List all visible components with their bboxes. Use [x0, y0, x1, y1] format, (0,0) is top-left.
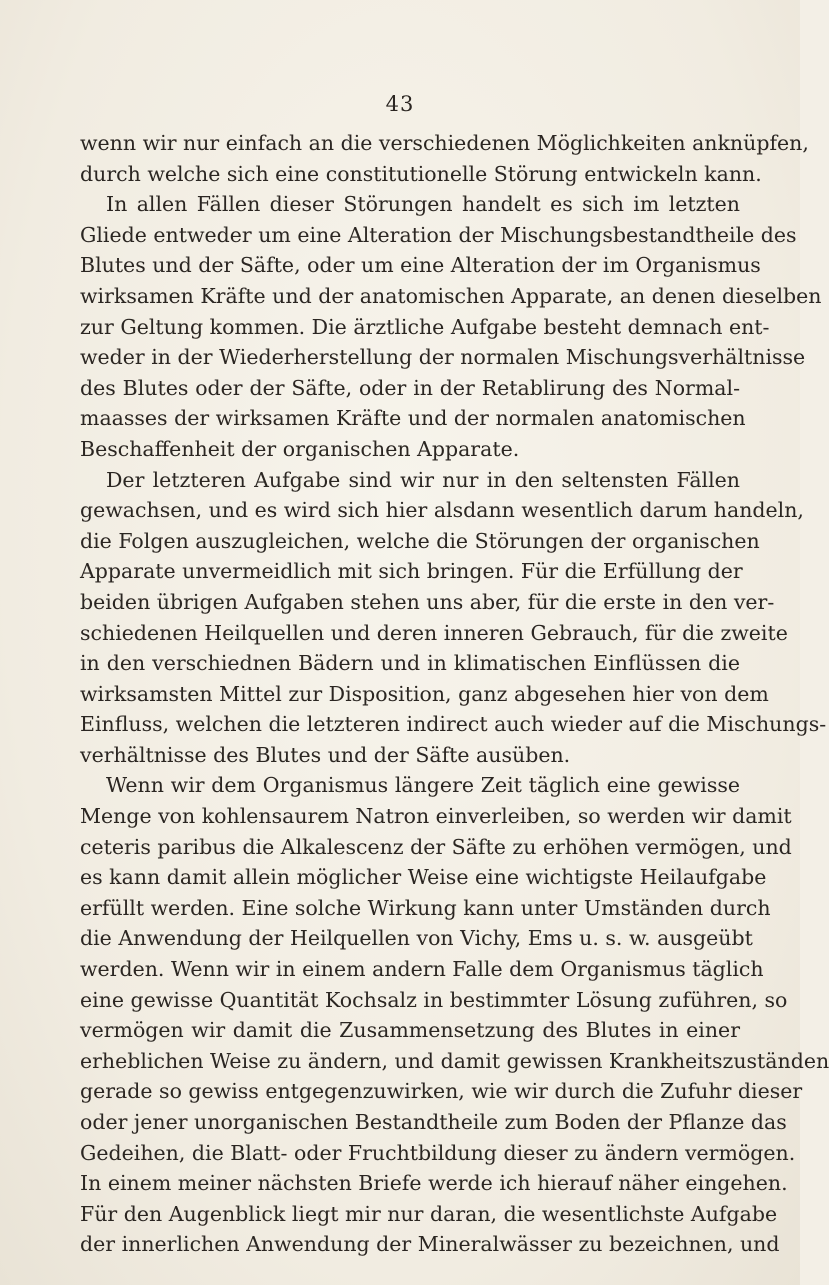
text-line: Wenn wir dem Organismus längere Zeit täglich eine gewisse: [106, 773, 740, 798]
text-line: Gedeihen, die Blatt- oder Fruchtbildung dieser zu ändern vermögen.: [80, 1140, 796, 1165]
text-line: Menge von kohlensaurem Natron einverleiben, so werden wir damit: [80, 804, 792, 829]
text-line: erfüllt werden. Eine solche Wirkung kann unter Umständen durch: [80, 895, 771, 920]
text-line: der innerlichen Anwendung der Mineralwässer zu bezeichnen, und: [80, 1232, 780, 1257]
body-text: [80, 128, 829, 1260]
text-line: erheblichen Weise zu ändern, und damit gewissen Krankheitszuständen: [80, 1048, 829, 1073]
text-line: In allen Fällen dieser Störungen handelt es sich im letzten: [106, 192, 740, 217]
text-line: verhältnisse des Blutes und der Säfte ausüben.: [80, 742, 571, 767]
text-line: es kann damit allein möglicher Weise eine wichtigste Heilaufgabe: [80, 865, 767, 890]
text-line: des Blutes oder der Säfte, oder in der Retablirung des Normal-: [80, 375, 740, 400]
text-line: durch welche sich eine constitutionelle Störung entwickeln kann.: [80, 161, 762, 186]
text-line: die Anwendung der Heilquellen von Vichy, Ems u. s. w. ausgeübt: [80, 926, 753, 951]
text-line: Gliede entweder um eine Alteration der Mischungsbestandtheile des: [80, 222, 797, 247]
text-line: weder in der Wiederherstellung der normalen Mischungsverhältnisse: [80, 345, 806, 370]
page-number: 43: [385, 92, 415, 116]
text-line: In einem meiner nächsten Briefe werde ich hierauf näher eingehen.: [80, 1171, 788, 1196]
text-line: ceteris paribus die Alkalescenz der Säfte zu erhöhen vermögen, und: [80, 834, 792, 859]
text-line: Blutes und der Säfte, oder um eine Alteration der im Organismus: [80, 253, 761, 278]
text-line: werden. Wenn wir in einem andern Falle dem Organismus täglich: [80, 957, 764, 982]
text-line: wirksamen Kräfte und der anatomischen Apparate, an denen dieselben: [80, 283, 822, 308]
text-line: wirksamsten Mittel zur Disposition, ganz abgesehen hier von dem: [80, 681, 769, 706]
text-line: beiden übrigen Aufgaben stehen uns aber, für die erste in den ver-: [80, 589, 775, 614]
text-line: Apparate unvermeidlich mit sich bringen. Für die Erfüllung der: [80, 559, 743, 584]
text-line: gewachsen, und es wird sich hier alsdann wesentlich darum handeln,: [80, 498, 804, 523]
text-line: Einfluss, welchen die letzteren indirect auch wieder auf die Mischungs-: [80, 712, 827, 737]
text-line: in den verschiednen Bädern und in klimatischen Einflüssen die: [80, 651, 740, 676]
text-line: schiedenen Heilquellen und deren inneren Gebrauch, für die zweite: [80, 620, 788, 645]
text-line: gerade so gewiss entgegenzuwirken, wie wir durch die Zufuhr dieser: [80, 1079, 803, 1104]
text-line: zur Geltung kommen. Die ärztliche Aufgabe besteht demnach ent-: [80, 314, 770, 339]
text-line: wenn wir nur einfach an die verschiedenen Möglichkeiten anknüpfen,: [80, 131, 809, 155]
text-line: maasses der wirksamen Kräfte und der normalen anatomischen: [80, 406, 746, 431]
text-line: Der letzteren Aufgabe sind wir nur in den seltensten Fällen: [106, 467, 740, 492]
text-line: eine gewisse Quantität Kochsalz in bestimmter Lösung zuführen, so: [80, 987, 788, 1012]
text-line: oder jener unorganischen Bestandtheile zum Boden der Pflanze das: [80, 1110, 787, 1134]
text-line: Beschaffenheit der organischen Apparate.: [80, 436, 520, 461]
text-line: vermögen wir damit die Zusammensetzung des Blutes in einer: [80, 1018, 740, 1043]
text-line: Für den Augenblick liegt mir nur daran, die wesentlichste Aufgabe: [80, 1201, 778, 1226]
text-line: die Folgen auszugleichen, welche die Störungen der organischen: [80, 528, 760, 553]
